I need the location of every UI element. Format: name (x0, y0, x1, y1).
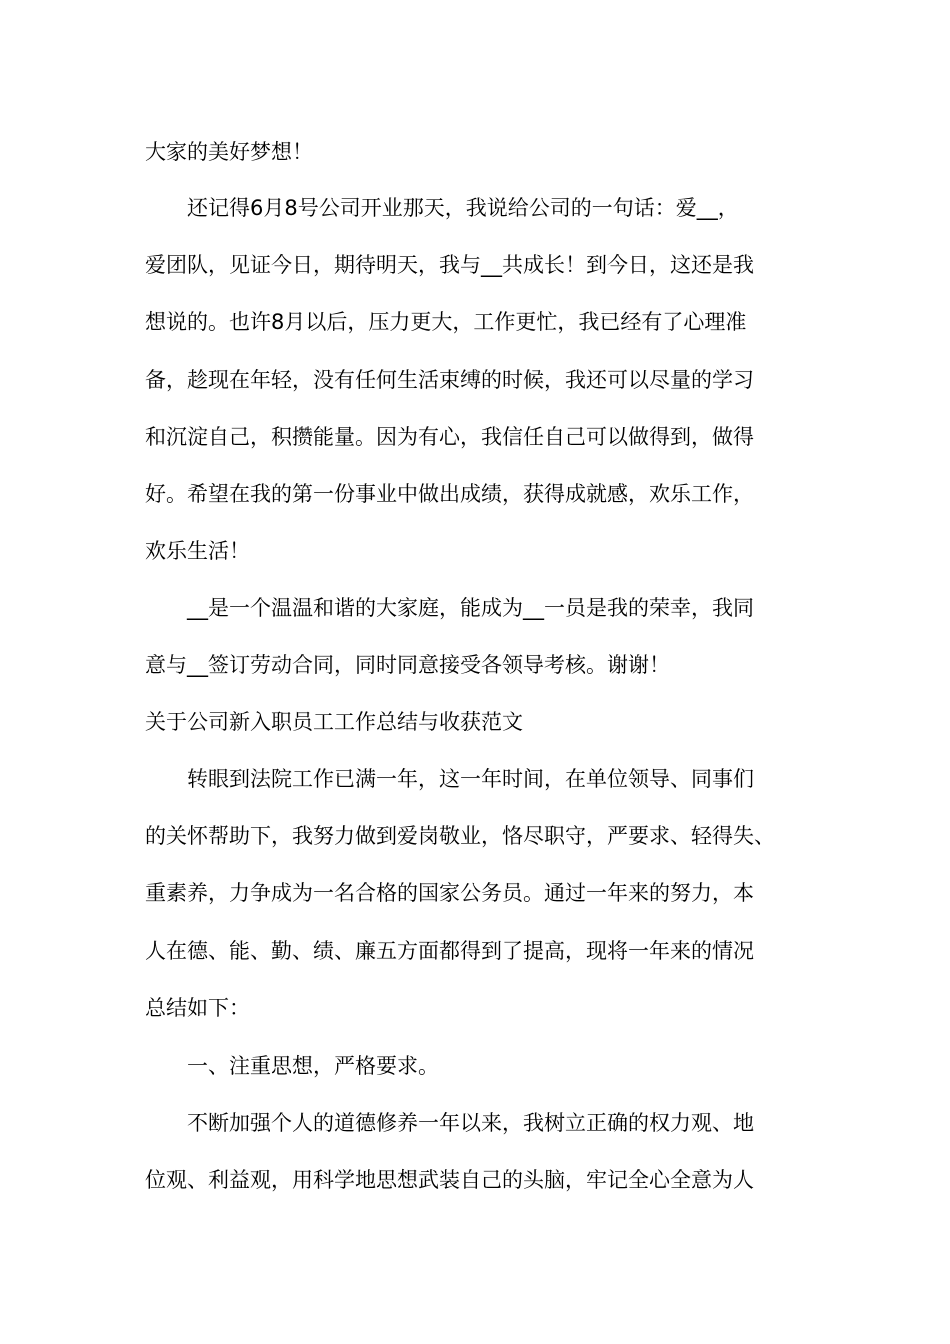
text-line: 大家的美好梦想！ (145, 140, 313, 164)
text-line: 位观、利益观，用科学地思想武装自己的头脑，牢记全心全意为人 (145, 1168, 754, 1192)
section-heading: 关于公司新入职员工工作总结与收获范文 (145, 710, 523, 734)
text-line: 不断加强个人的道德修养一年以来，我树立正确的权力观、地 (145, 1111, 754, 1135)
text-line: 人在德、能、勤、绩、廉五方面都得到了提高，现将一年来的情况 (145, 939, 754, 963)
text-line: 还记得6月8号公司开业那天，我说给公司的一句话：爱__， (145, 196, 739, 220)
text-line: 备，趁现在年轻，没有任何生活束缚的时候，我还可以尽量的学习 (145, 368, 754, 392)
text-line: 的关怀帮助下，我努力做到爱岗敬业，恪尽职守，严要求、轻得失、 (145, 824, 775, 848)
text-line: 好。希望在我的第一份事业中做出成绩，获得成就感，欢乐工作， (145, 482, 754, 506)
text-line: 总结如下： (145, 996, 250, 1020)
text-line: 转眼到法院工作已满一年，这一年时间，在单位领导、同事们 (145, 767, 754, 791)
text-line: 重素养，力争成为一名合格的国家公务员。通过一年来的努力，本 (145, 881, 754, 905)
text-line: __是一个温温和谐的大家庭，能成为__一员是我的荣幸，我同 (145, 596, 754, 620)
text-line: 想说的。也许8月以后，压力更大，工作更忙，我已经有了心理准 (145, 310, 747, 334)
text-line: 爱团队，见证今日，期待明天，我与__共成长！到今日，这还是我 (145, 253, 754, 277)
text-line: 和沉淀自己，积攒能量。因为有心，我信任自己可以做得到，做得 (145, 425, 754, 449)
text-line: 欢乐生活！ (145, 539, 250, 563)
subheading-line: 一、注重思想，严格要求。 (145, 1054, 439, 1078)
text-line: 意与__签订劳动合同，同时同意接受各领导考核。谢谢！ (145, 653, 670, 677)
